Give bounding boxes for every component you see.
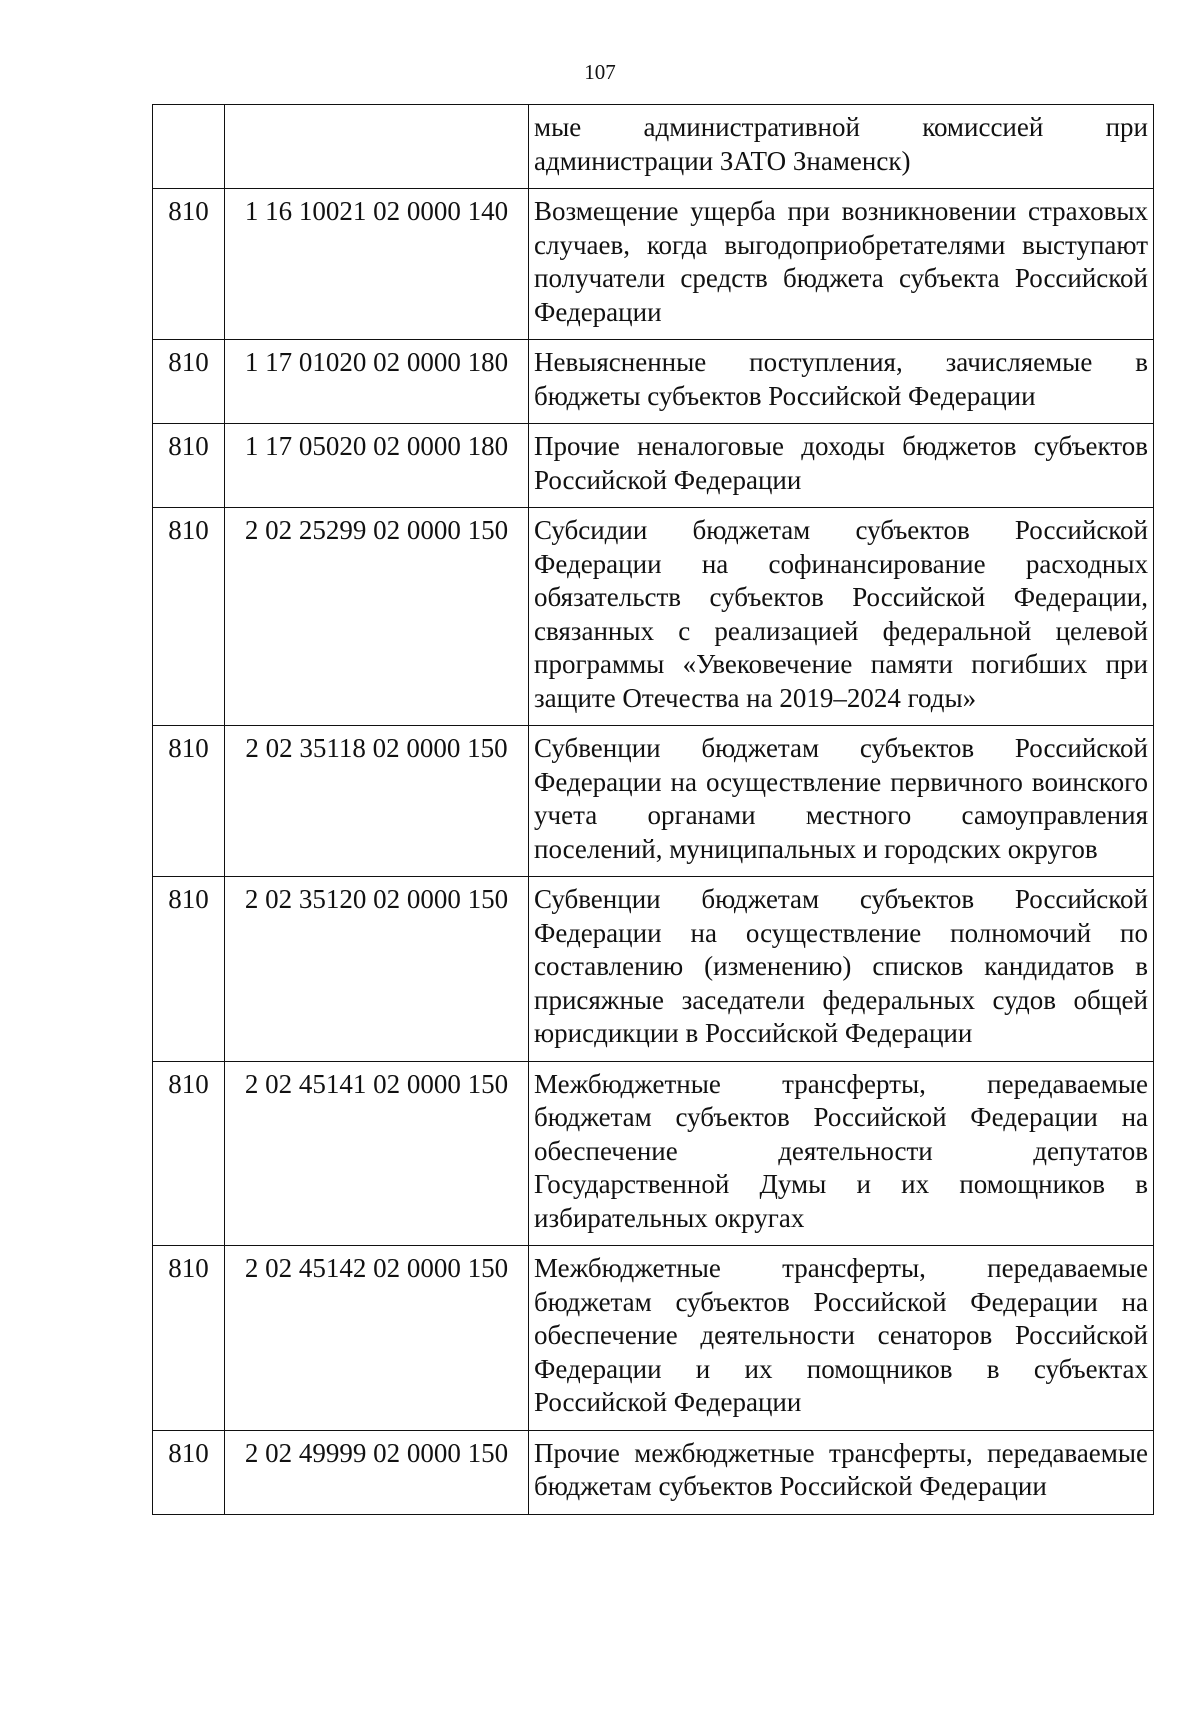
description-cell: Субвенции бюджетам субъектов Российской Федерации на осуществление первичного воинского учета органами местного самоуправления поселений, муниципальных и городских округов: [529, 726, 1154, 877]
table-row: [153, 1061, 1154, 1246]
admin-code-cell: 810: [153, 189, 225, 340]
page-number: 107: [584, 60, 616, 84]
table-row: [153, 424, 1154, 508]
table-row: [153, 1246, 1154, 1431]
budget-code-cell: 1 17 05020 02 0000 180: [225, 424, 529, 508]
admin-code-cell: 810: [153, 1061, 225, 1246]
table-row: [153, 726, 1154, 877]
description-cell: Субвенции бюджетам субъектов Российской Федерации на осуществление полномочий по составлению (изменению) списков кандидатов в присяжные заседатели федеральных судов общей юрисдикции в Российской Федерации: [529, 877, 1154, 1062]
admin-code-cell: 810: [153, 877, 225, 1062]
table-row: [153, 1430, 1154, 1514]
budget-code-cell: 2 02 45141 02 0000 150: [225, 1061, 529, 1246]
budget-code-cell: 2 02 45142 02 0000 150: [225, 1246, 529, 1431]
table-row: [153, 508, 1154, 726]
budget-code-cell: 2 02 35120 02 0000 150: [225, 877, 529, 1062]
budget-code-cell: 2 02 35118 02 0000 150: [225, 726, 529, 877]
description-cell: Субсидии бюджетам субъектов Российской Федерации на софинансирование расходных обязательств субъектов Российской Федерации, связанных с реализацией федеральной целевой программы «Увековечение памяти погибших при защите Отечества на 2019–2024 годы»: [529, 508, 1154, 726]
admin-code-cell: 810: [153, 726, 225, 877]
admin-code-cell: 810: [153, 1246, 225, 1431]
table-row: [153, 189, 1154, 340]
admin-code-cell: [153, 105, 225, 189]
budget-codes-table: [152, 104, 1154, 1515]
description-cell: Межбюджетные трансферты, передаваемые бюджетам субъектов Российской Федерации на обеспечение деятельности депутатов Государственной Думы и их помощников в избирательных округах: [529, 1061, 1154, 1246]
description-cell: Возмещение ущерба при возникновении страховых случаев, когда выгодоприобретателями выступают получатели средств бюджета субъекта Российской Федерации: [529, 189, 1154, 340]
description-cell: Межбюджетные трансферты, передаваемые бюджетам субъектов Российской Федерации на обеспечение деятельности сенаторов Российской Федерации и их помощников в субъектах Российской Федерации: [529, 1246, 1154, 1431]
table-row: [153, 105, 1154, 189]
description-cell: Прочие неналоговые доходы бюджетов субъектов Российской Федерации: [529, 424, 1154, 508]
budget-code-cell: 2 02 25299 02 0000 150: [225, 508, 529, 726]
admin-code-cell: 810: [153, 424, 225, 508]
budget-codes-table-body: [153, 105, 1154, 1515]
budget-code-cell: 2 02 49999 02 0000 150: [225, 1430, 529, 1514]
description-cell: Невыясненные поступления, зачисляемые в бюджеты субъектов Российской Федерации: [529, 340, 1154, 424]
table-row: [153, 340, 1154, 424]
admin-code-cell: 810: [153, 508, 225, 726]
admin-code-cell: 810: [153, 340, 225, 424]
table-row: [153, 877, 1154, 1062]
budget-code-cell: 1 16 10021 02 0000 140: [225, 189, 529, 340]
admin-code-cell: 810: [153, 1430, 225, 1514]
budget-code-cell: [225, 105, 529, 189]
description-cell: Прочие межбюджетные трансферты, передаваемые бюджетам субъектов Российской Федерации: [529, 1430, 1154, 1514]
description-cell: мые административной комиссией при администрации ЗАТО Знаменск): [529, 105, 1154, 189]
budget-code-cell: 1 17 01020 02 0000 180: [225, 340, 529, 424]
